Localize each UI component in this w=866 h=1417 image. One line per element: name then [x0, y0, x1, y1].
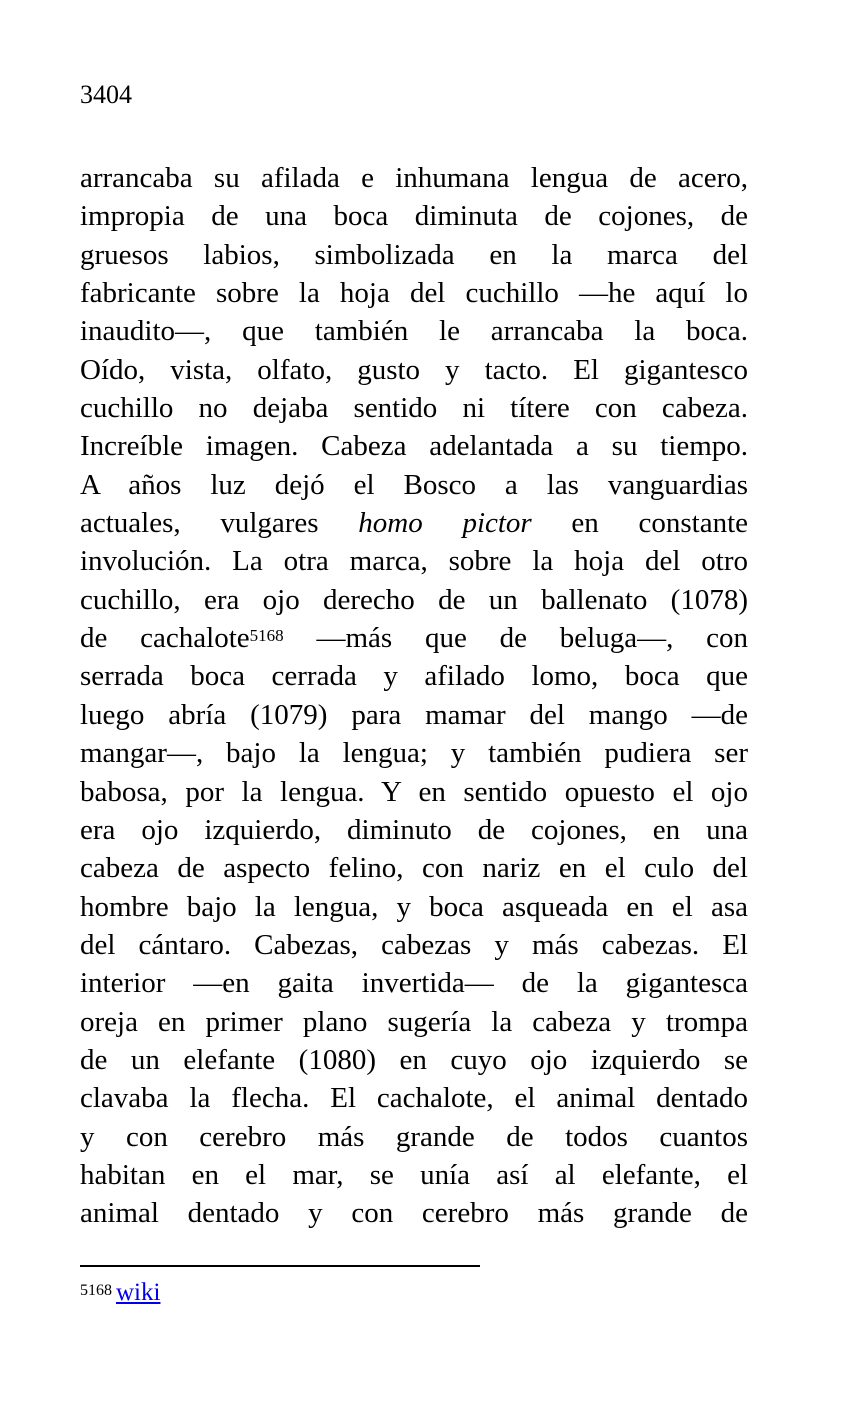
- text-line: babosa, por la lengua. Y en sentido opuesto el ojo: [80, 775, 748, 808]
- footnote-marker: 5168: [80, 1282, 112, 1299]
- footnote-wiki-link[interactable]: wiki: [116, 1279, 161, 1306]
- text-segment: —más que de beluga—, con: [316, 622, 748, 655]
- text-line: mangar—, bajo la lengua; y también pudiera ser: [80, 737, 748, 770]
- text-line: arrancaba su afilada e inhumana lengua de acero,: [80, 162, 748, 194]
- text-line: cuchillo no dejaba sentido ni títere con cabeza.: [80, 392, 748, 425]
- footnote-divider: [80, 1265, 480, 1267]
- text-line: impropia de una boca diminuta de cojones, de: [80, 200, 748, 233]
- page-number: 3404: [80, 80, 132, 109]
- text-line: inaudito—, que también le arrancaba la boca.: [80, 315, 748, 348]
- text-line: Oído, vista, olfato, gusto y tacto. El gigantesco: [80, 353, 748, 386]
- text-line: Increíble imagen. Cabeza adelantada a su tiempo.: [80, 430, 748, 463]
- text-segment: actuales, vulgares: [80, 507, 319, 540]
- text-line: del cántaro. Cabezas, cabezas y más cabezas. El: [80, 928, 748, 961]
- text-line: clavaba la flecha. El cachalote, el animal dentado: [80, 1082, 748, 1115]
- text-line: y con cerebro más grande de todos cuantos: [80, 1120, 748, 1153]
- text-line: cabeza de aspecto felino, con nariz en el culo del: [80, 852, 748, 885]
- text-line: gruesos labios, simbolizada en la marca del: [80, 238, 748, 271]
- text-line: hombre bajo la lengua, y boca asqueada en el asa: [80, 890, 748, 923]
- text-segment: en constante: [571, 507, 749, 540]
- text-line: interior —en gaita invertida— de la gigantesca: [80, 967, 748, 1000]
- text-line: oreja en primer plano sugería la cabeza y trompa: [80, 1005, 748, 1038]
- text-line: [80, 619, 748, 657]
- text-line: A años luz dejó el Bosco a las vanguardias: [80, 468, 748, 501]
- text-line: habitan en el mar, se unía así al elefante, el: [80, 1158, 748, 1191]
- text-line: involución. La otra marca, sobre la hoja del otro: [80, 545, 748, 578]
- text-line: fabricante sobre la hoja del cuchillo —he aquí lo: [80, 277, 748, 310]
- text-line: serrada boca cerrada y afilado lomo, boca que: [80, 660, 748, 693]
- footnote: [80, 1278, 160, 1308]
- italic-term: homo pictor: [358, 507, 532, 540]
- footnote-reference[interactable]: 5168: [249, 626, 284, 646]
- text-line: cuchillo, era ojo derecho de un ballenato (1078): [80, 583, 748, 616]
- text-line: luego abría (1079) para mamar del mango —de: [80, 698, 748, 731]
- text-line: era ojo izquierdo, diminuto de cojones, en una: [80, 813, 748, 846]
- body-text: [80, 159, 748, 1233]
- text-line: [80, 504, 748, 542]
- text-line: animal dentado y con cerebro más grande de: [80, 1197, 748, 1230]
- text-line: de un elefante (1080) en cuyo ojo izquierdo se: [80, 1043, 748, 1076]
- text-segment: de cachalote: [80, 622, 250, 655]
